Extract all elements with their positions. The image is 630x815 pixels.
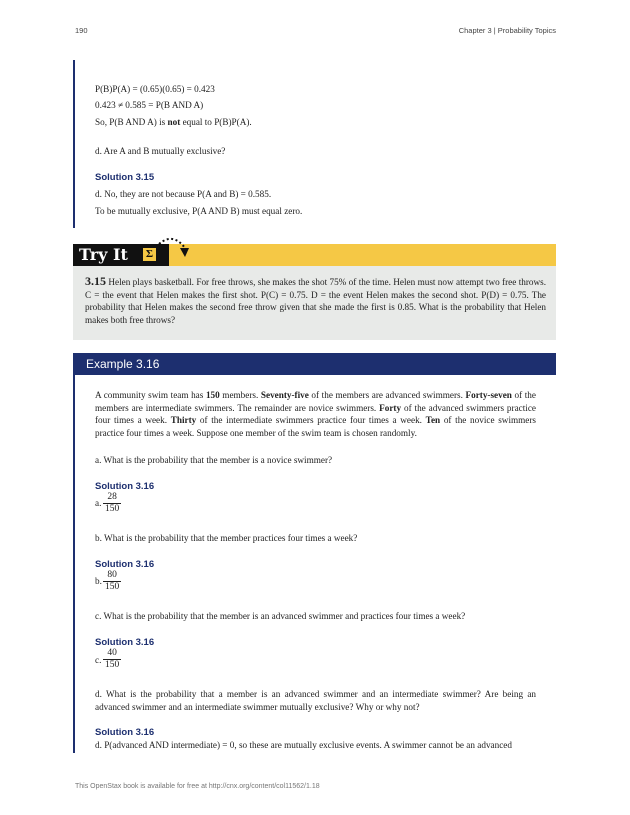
answer-a-prefix: a. (95, 498, 102, 508)
answer-b-fraction: $\frac{80}{150}$ (105, 570, 120, 592)
try-it-number: 3.15 (85, 274, 106, 288)
question-a: a. What is the probability that the member is a novice swimmer? (95, 455, 333, 465)
answer-a-fraction: $\frac{28}{150}$ (105, 492, 120, 514)
answer-c-prefix: c. (95, 655, 102, 665)
equation-line-2: 0.423 ≠ 0.585 = P(B AND A) (95, 100, 204, 110)
question-b: b. What is the probability that the member practices four times a week? (95, 533, 358, 543)
footer-note: This OpenStax book is available for free at http://cnx.org/content/col11562/1.18 (75, 783, 320, 790)
question-d-example: d. What is the probability that a member is an advanced swimmer and an intermediate swimmer? Are being an advanced swimmer and an intermediate swimmer mutually exclusive? Why or why not? (95, 689, 536, 712)
equation-line-1: P(B)P(A) = (0.65)(0.65) = 0.423 (95, 84, 215, 94)
question-c: c. What is the probability that the member is an advanced swimmer and practices four times a week? (95, 611, 466, 621)
example-title: Example 3.16 (86, 357, 160, 371)
chapter-title: Chapter 3 | Probability Topics (458, 26, 556, 35)
answer-note: To be mutually exclusive, P(A AND B) must equal zero. (95, 206, 303, 216)
example-header-bar (73, 353, 556, 375)
question-d: d. Are A and B mutually exclusive? (95, 146, 226, 156)
answer-d: d. No, they are not because P(A and B) = 0.585. (95, 189, 272, 199)
dotted-arrow-icon (155, 234, 195, 264)
example-intro: A community swim team has 150 members. Seventy-five of the members are advanced swimmers. Forty-seven of the members are intermediate swimmers. The remainder are novice swimmers. Forty of the advanced swimmers practice four times a week. Thirty of the intermediate swimmers practice four times a week. Ten of the novice swimmers practice four times a week. Suppose one member of the swim team is chosen randomly. (95, 390, 537, 438)
solution-b-heading: Solution 3.16 (95, 559, 155, 570)
solution-c-heading: Solution 3.16 (95, 637, 155, 648)
example-sidebar-rule (73, 375, 75, 753)
answer-c-fraction: $\frac{40}{150}$ (105, 648, 120, 670)
conclusion-line: So, P(B AND A) is not equal to P(B)P(A). (95, 117, 252, 127)
solution-sidebar-rule (73, 60, 75, 228)
solution-d-heading: Solution 3.16 (95, 727, 155, 738)
page-number: 190 (75, 26, 88, 35)
try-it-text: 3.15 Helen plays basketball. For free throws, she makes the shot 75% of the time. Helen must now attempt two free throws. C = the event that Helen makes the first shot. P(C) = 0.75. D = the event Helen makes the second shot. P(D) = 0.75. The probability that Helen makes the second free throw given that she made the first is 0.85. What is the probability that Helen makes both free throws? (85, 274, 547, 325)
sigma-icon: Σ (143, 248, 156, 261)
solution-a-heading: Solution 3.16 (95, 481, 155, 492)
try-it-label: Try It (79, 245, 128, 264)
answer-d-example: d. P(advanced AND intermediate) = 0, so these are mutually exclusive events. A swimmer cannot be an advanced (95, 740, 512, 750)
solution-heading: Solution 3.15 (95, 172, 155, 183)
answer-b-prefix: b. (95, 576, 102, 586)
